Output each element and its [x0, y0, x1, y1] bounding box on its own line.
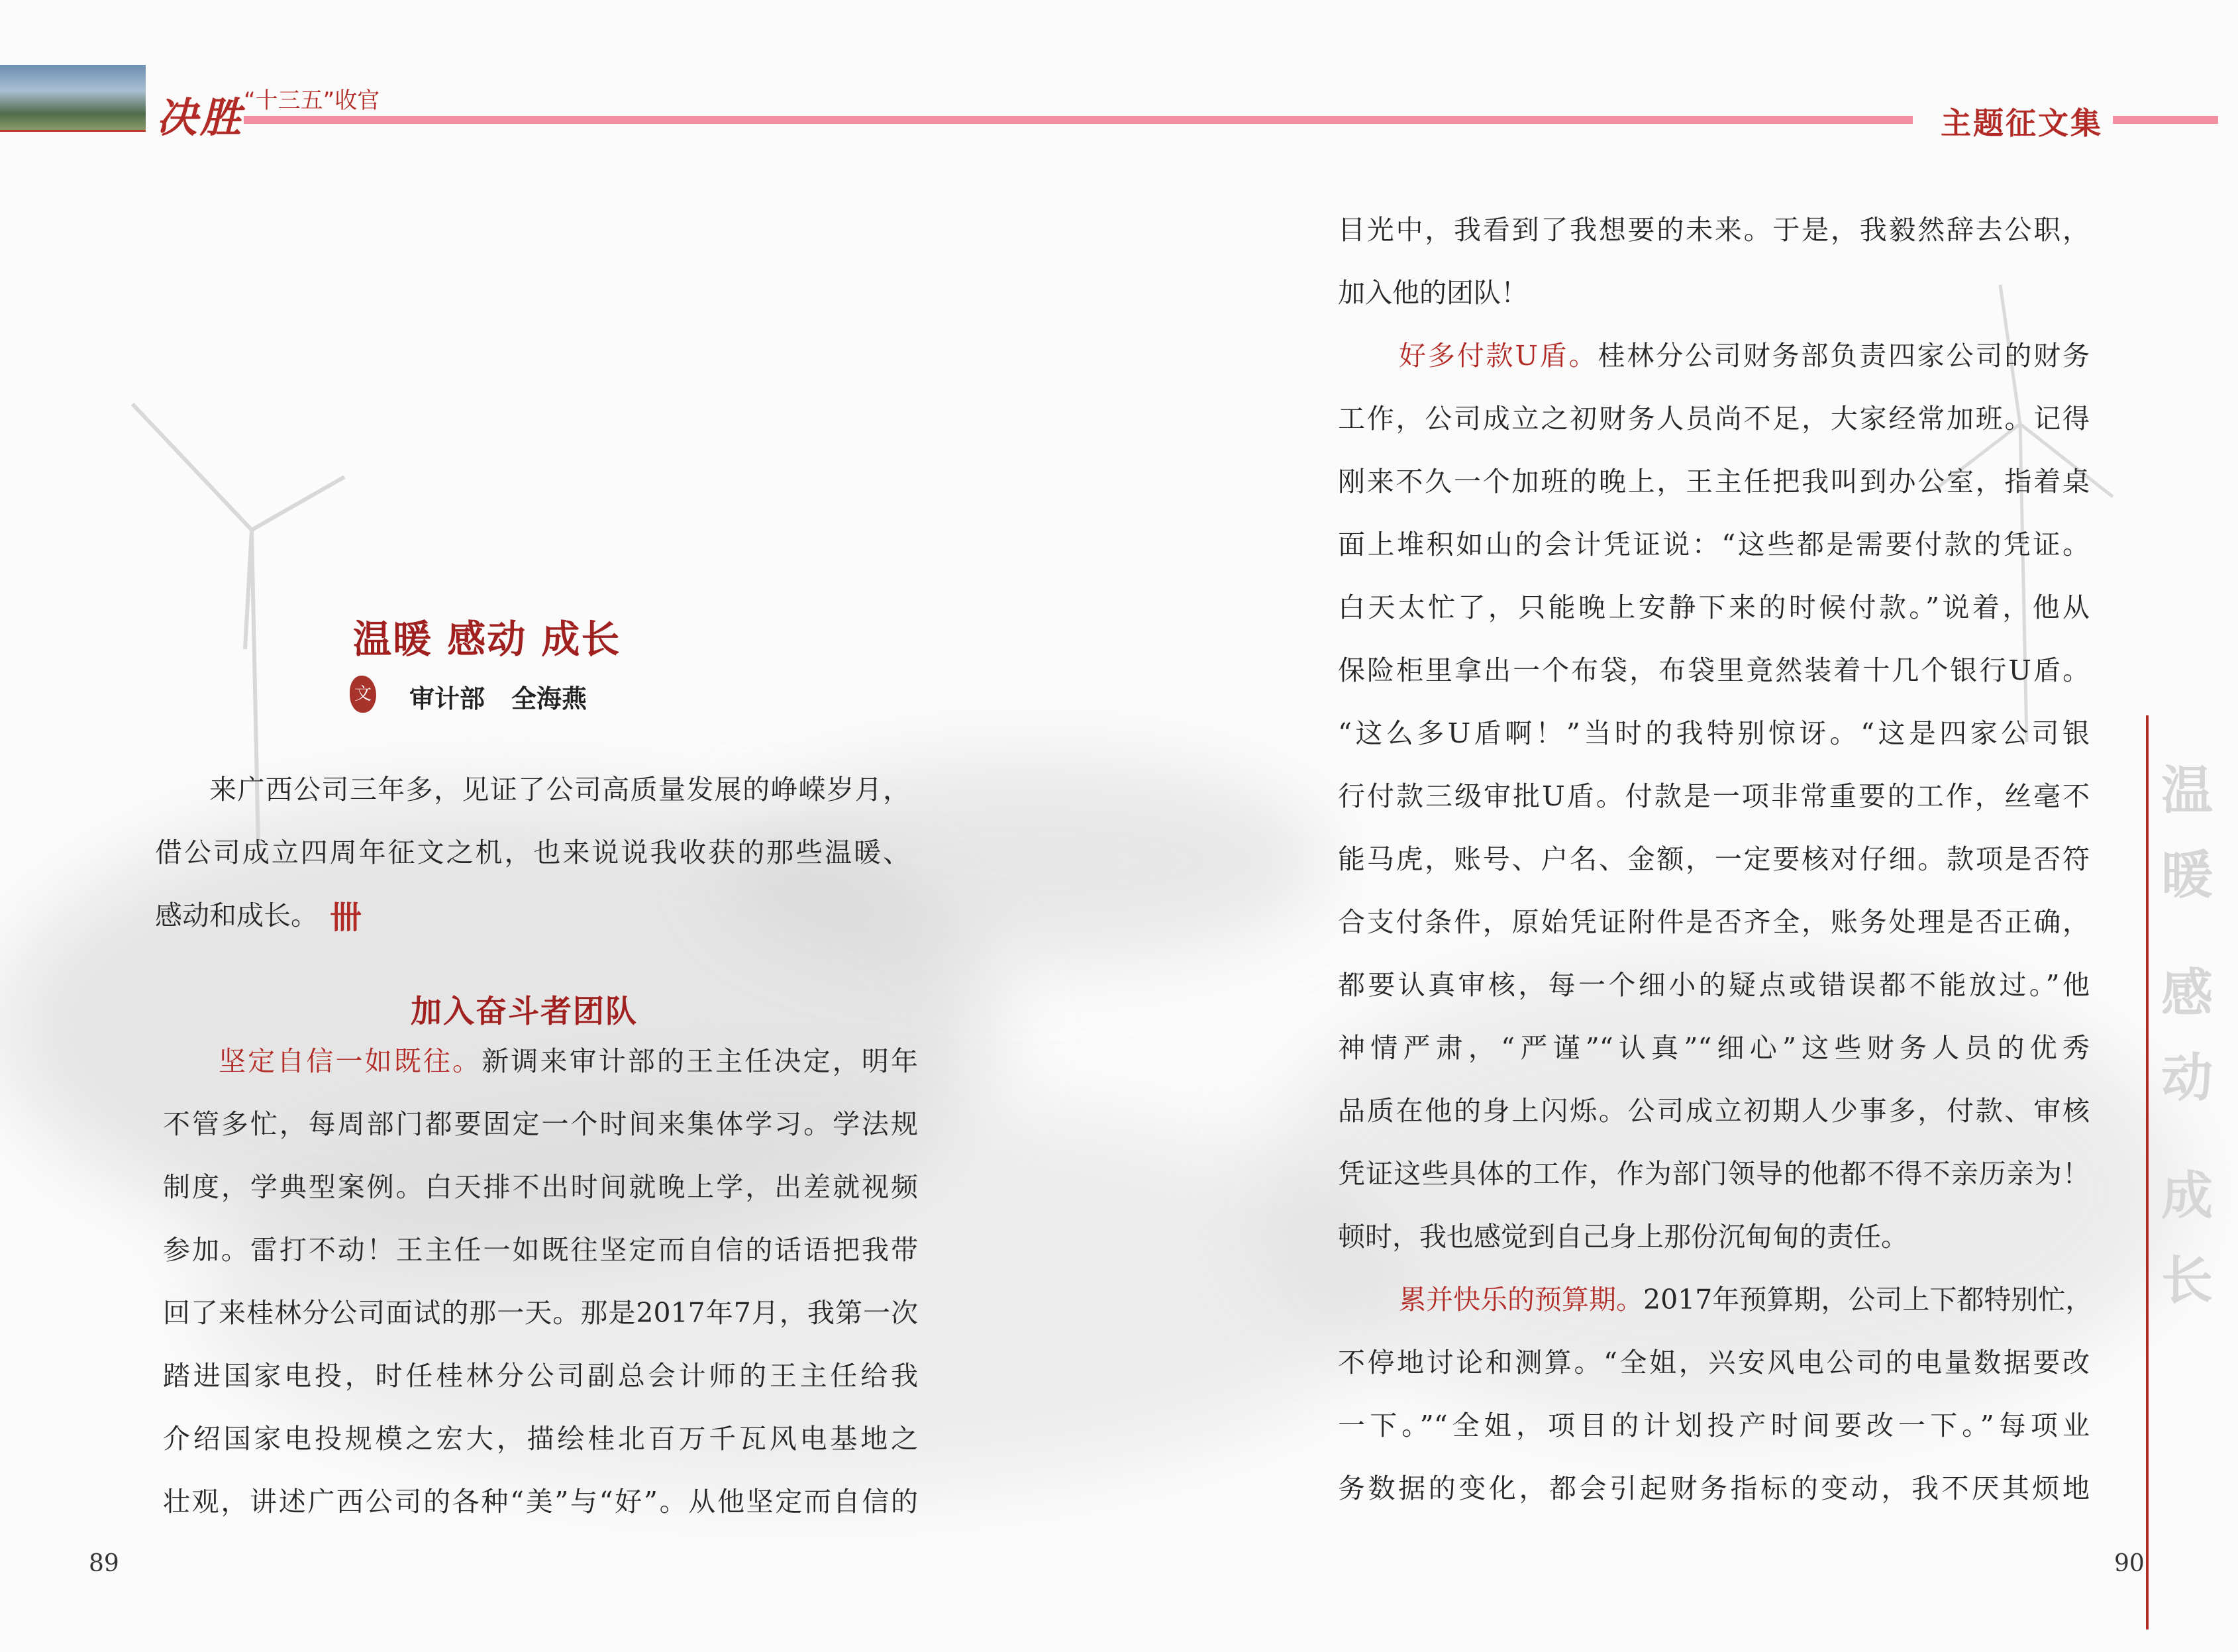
page-number-left: 89: [89, 1550, 119, 1577]
text-line: 合支付条件，原始凭证附件是否齐全，账务处理是否正确，: [1338, 906, 2090, 938]
text-line: 借公司成立四周年征文之机，也来说说我收获的那些温暖、: [155, 837, 910, 868]
byline-text: [409, 678, 587, 715]
text-line: 神情严肃，“严谨”“认真”“细心”这些财务人员的优秀: [1338, 1032, 2090, 1064]
header-rule: [244, 116, 1913, 124]
text-run: 2017年预算期，公司上下都特别忙，: [1643, 1284, 2093, 1316]
intro-paragraph: [155, 758, 910, 947]
text-line: 来广西公司三年多，见证了公司高质量发展的峥嵘岁月，: [209, 774, 910, 805]
text-line: [155, 884, 910, 947]
text-line: 不停地讨论和测算。“全姐，兴安风电公司的电量数据要改: [1338, 1347, 2090, 1378]
side-title-char: 感: [2161, 964, 2213, 1023]
text-line: 凭证这些具体的工作，作为部门领导的他都不得不亲历亲为！: [1338, 1158, 2090, 1190]
text-line: 参加。雷打不动！王主任一如既往坚定而自信的话语把我带: [163, 1234, 918, 1266]
text-line: 面上堆积如山的会计凭证说：“这些都是需要付款的凭证。: [1338, 529, 2090, 560]
side-title-char: 动: [2161, 1049, 2213, 1108]
text-line: 品质在他的身上闪烁。公司成立初期人少事多，付款、审核: [1338, 1095, 2090, 1127]
side-title-char: 暖: [2161, 846, 2213, 905]
text-line: 务数据的变化，都会引起财务指标的变动，我不厌其烦地: [1338, 1472, 2090, 1504]
side-title-char: 温: [2161, 761, 2213, 821]
author-name: 全海燕: [511, 684, 587, 713]
section-heading: 加入奋斗者团队: [411, 994, 638, 1030]
page-number-right: 90: [2114, 1550, 2145, 1577]
text-line: 刚来不久一个加班的晚上，王主任把我叫到办公室，指着桌: [1338, 466, 2090, 497]
header-rule: [2113, 116, 2218, 124]
text-line: 工作，公司成立之初财务人员尚不足，大家经常加班。记得: [1338, 403, 2090, 435]
text-line: “这么多U盾啊！”当时的我特别惊讶。“这是四家公司银: [1338, 717, 2090, 749]
header-column-label: 主题征文集: [1941, 105, 2103, 141]
side-rule: [2146, 715, 2149, 1629]
text-line: 白天太忙了，只能晚上安静下来的时候付款。”说着，他从: [1338, 592, 2090, 623]
text-line: 加入他的团队！: [1338, 277, 1528, 309]
text-line: 回了来桂林分公司面试的那一天。那是2017年7月，我第一次: [163, 1297, 918, 1329]
seal-icon: 文: [350, 676, 376, 713]
side-title-char: 成: [2161, 1166, 2213, 1226]
side-title: [2161, 749, 2213, 1323]
text-line: 保险柜里拿出一个布袋，布袋里竟然装着十几个银行U盾。: [1338, 654, 2090, 686]
text-line: 踏进国家电投，时任桂林分公司副总会计师的王主任给我: [163, 1360, 918, 1392]
header-logo-word: 决胜: [156, 93, 244, 142]
article-title: 温暖 感动 成长: [353, 617, 621, 662]
text-run: 感动和成长。: [155, 900, 318, 931]
paragraph-lead: 累并快乐的预算期。: [1399, 1284, 1643, 1316]
text-line: 都要认真审核，每一个细小的疑点或错误都不能放过。”他: [1338, 969, 2090, 1001]
text-run: 新调来审计部的王主任决定，明年: [482, 1045, 919, 1077]
paragraph-lead: 坚定自信一如既往。: [219, 1045, 482, 1077]
side-title-char: 长: [2161, 1251, 2213, 1311]
text-line: 顿时，我也感觉到自己身上那份沉甸甸的责任。: [1338, 1221, 1908, 1253]
text-line: [163, 1030, 918, 1093]
right-body-text: [1338, 199, 2093, 1520]
text-line: 介绍国家电投规模之宏大，描绘桂北百万千瓦风电基地之: [163, 1423, 918, 1455]
text-run: 桂林分公司财务部负责四家公司的财务: [1598, 340, 2090, 372]
page-header: [0, 0, 2238, 146]
text-line: 行付款三级审批U盾。付款是一项非常重要的工作，丝毫不: [1338, 780, 2090, 812]
text-line: 制度，学典型案例。白天排不出时间就晚上学，出差就视频: [163, 1171, 918, 1203]
header-series-label: “十三五”收官: [244, 87, 380, 114]
text-line: 目光中，我看到了我想要的未来。于是，我毅然辞去公职，: [1338, 214, 2090, 246]
text-line: 能马虎，账号、户名、金额，一定要核对仔细。款项是否符: [1338, 843, 2090, 875]
text-line: 不管多忙，每周部门都要固定一个时间来集体学习。学法规: [163, 1108, 918, 1140]
text-line: 壮观，讲述广西公司的各种“美”与“好”。从他坚定而自信的: [163, 1486, 918, 1518]
header-landscape-thumbnail: [0, 65, 146, 132]
text-line: [1338, 1268, 2093, 1331]
paragraph-lead: 好多付款U盾。: [1399, 340, 1598, 372]
author-department: 审计部: [409, 684, 485, 713]
text-line: 一下。”“全姐，项目的计划投产时间要改一下。”每项业: [1338, 1410, 2090, 1441]
left-body-paragraph: [163, 1030, 918, 1533]
decorative-mark: 卌: [330, 899, 362, 936]
text-line: [1338, 325, 2090, 387]
